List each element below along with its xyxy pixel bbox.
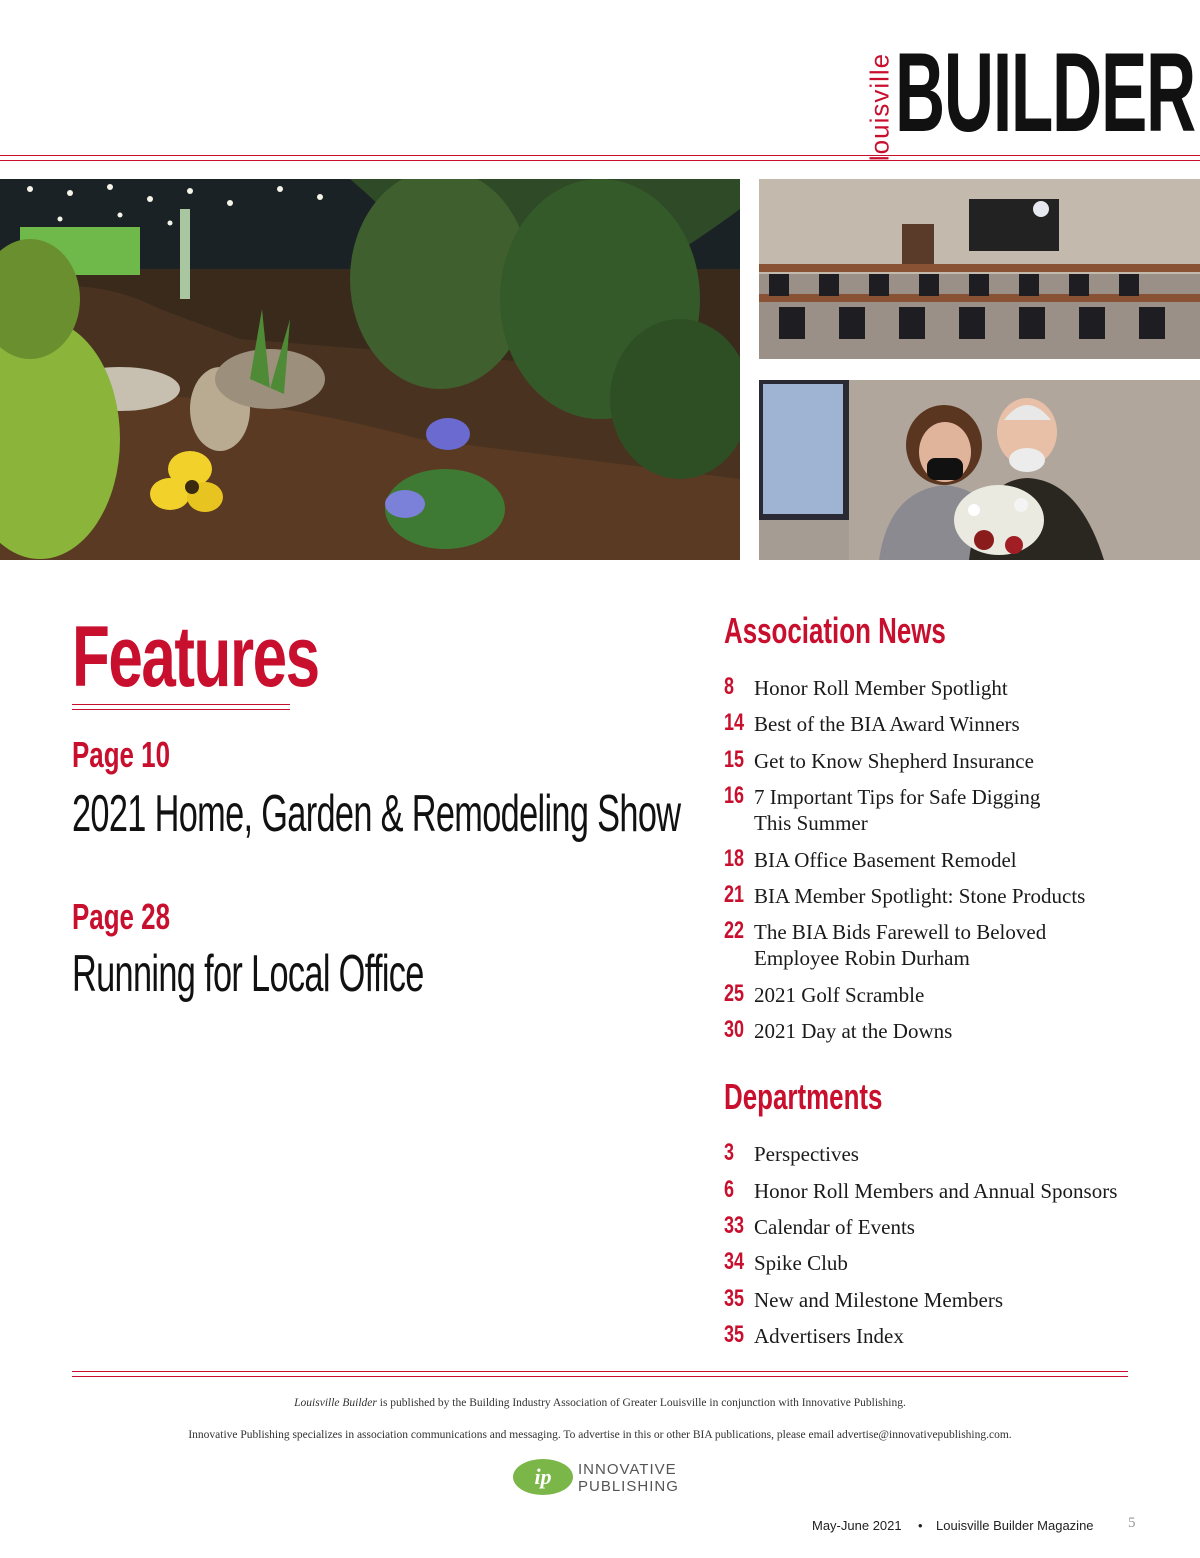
toc-page-number: 33: [724, 1212, 745, 1239]
toc-title: Advertisers Index: [754, 1324, 904, 1348]
garden-show-illustration: [0, 179, 740, 560]
toc-title: Honor Roll Member Spotlight: [754, 676, 1008, 700]
feature-1-title[interactable]: 2021 Home, Garden & Remodeling Show: [72, 785, 681, 843]
toc-page-number: 6: [724, 1176, 735, 1203]
toc-page-number: 34: [724, 1248, 745, 1275]
toc-title: 2021 Day at the Downs: [754, 1019, 953, 1043]
features-underline: [72, 704, 290, 710]
toc-title: 2021 Golf Scramble: [754, 983, 925, 1007]
toc-page-number: 21: [724, 881, 745, 908]
header-divider: [0, 155, 1200, 161]
employee-farewell-photo: [759, 380, 1200, 560]
departments-heading: Departments: [724, 1076, 883, 1117]
toc-title: Get to Know Shepherd Insurance: [754, 749, 1034, 773]
feature-1-page[interactable]: Page 10: [72, 734, 170, 775]
toc-title: BIA Office Basement Remodel: [754, 848, 1017, 872]
employee-farewell-illustration: [759, 380, 1200, 560]
innovative-publishing-logo-icon: [512, 1457, 574, 1497]
conference-room-illustration: [759, 179, 1200, 359]
folio-separator: •: [918, 1518, 923, 1533]
features-heading: Features: [72, 609, 319, 705]
logo-mark: ip: [534, 1464, 552, 1489]
toc-page-number: 14: [724, 709, 745, 736]
page-number: 5: [1128, 1515, 1136, 1531]
publisher-statement: [0, 1397, 1200, 1409]
advertising-statement: Innovative Publishing specializes in association communications and messaging. To advertise in this or other BIA publications, please email advertise@innovativepublishing.com.: [188, 1429, 1012, 1441]
masthead-title: BUILDER: [895, 30, 1195, 155]
toc-page-number: 30: [724, 1016, 745, 1043]
logo-wordmark-line2: PUBLISHING: [578, 1478, 679, 1495]
masthead-city: [866, 42, 894, 172]
toc-page-number: 8: [724, 673, 735, 700]
garden-show-photo: [0, 179, 740, 560]
toc-page-number: 18: [724, 845, 745, 872]
footer-divider: [72, 1371, 1128, 1377]
toc-page-number: 25: [724, 980, 745, 1007]
toc-page-number: 15: [724, 746, 745, 773]
magazine-name: Louisville Builder Magazine: [936, 1518, 1094, 1533]
toc-page-number: 22: [724, 917, 745, 944]
feature-2-title[interactable]: Running for Local Office: [72, 945, 424, 1003]
toc-page-number: 3: [724, 1139, 735, 1166]
issue-date: May-June 2021: [812, 1518, 902, 1533]
toc-title: Perspectives: [754, 1142, 859, 1166]
feature-2-page[interactable]: Page 28: [72, 896, 170, 937]
toc-page-number: 35: [724, 1285, 745, 1312]
toc-title: Calendar of Events: [754, 1215, 915, 1239]
toc-title: 7 Important Tips for Safe Digging This Summer: [754, 785, 1041, 835]
toc-title: Spike Club: [754, 1251, 848, 1275]
toc-title: New and Milestone Members: [754, 1288, 1004, 1312]
publisher-statement-text: is published by the Building Industry Association of Greater Louisville in conjunction with Innovative Publishing.: [376, 1397, 906, 1409]
toc-title: Best of the BIA Award Winners: [754, 712, 1020, 736]
logo-wordmark-line1: INNOVATIVE: [578, 1461, 677, 1478]
conference-room-photo: [759, 179, 1200, 359]
association-news-heading: Association News: [724, 610, 946, 651]
publication-name: Louisville Builder: [294, 1397, 377, 1409]
toc-title: The BIA Bids Farewell to Beloved Employee Robin Durham: [754, 920, 1047, 970]
toc-page-number: 16: [724, 782, 745, 809]
toc-page-number: 35: [724, 1321, 745, 1348]
toc-title: BIA Member Spotlight: Stone Products: [754, 884, 1086, 908]
toc-title: Honor Roll Members and Annual Sponsors: [754, 1179, 1118, 1203]
masthead-city-text: louisville: [864, 52, 895, 162]
